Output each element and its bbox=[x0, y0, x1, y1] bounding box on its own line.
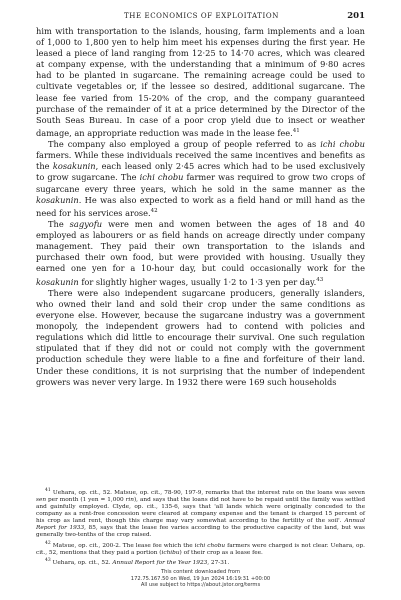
text: , 85, says that the lease fee varies according to the productive capacity of the land, but was generally two-tenths of the crop raised. bbox=[36, 525, 366, 539]
italic-term: ichi chobu bbox=[320, 139, 365, 150]
paragraph-2 bbox=[36, 139, 365, 218]
footnote-41 bbox=[36, 487, 365, 540]
text: Uehara, op. cit., 52. Matsue, op. cit., 78-90, 197-9, remarks that the interest rate on the loans was seven bbox=[50, 489, 365, 496]
text: farmer was required to grow two crops of sugarcane every three years, which he sold in the same manner as the bbox=[36, 172, 365, 194]
jstor-line-2: 172.75.167.50 on Wed, 19 Jun 2024 16:19:31 +00:00 bbox=[130, 575, 271, 582]
footnotes bbox=[36, 487, 365, 567]
italic-title: Annual Report for the Year 1923 bbox=[112, 559, 208, 566]
footnote-ref-42[interactable]: 42 bbox=[150, 207, 158, 214]
italic-term: sagyofu bbox=[69, 219, 103, 230]
italic-term: ichi chobu bbox=[139, 172, 184, 183]
footnote-43 bbox=[36, 557, 365, 567]
italic-term: kosakunin bbox=[36, 194, 79, 205]
jstor-download-notice bbox=[0, 569, 401, 589]
paragraph-3 bbox=[36, 219, 365, 287]
text: . He was also expected to work as a field hand or mill hand as the need for his services arose. bbox=[36, 194, 365, 218]
italic-term: kosakunin bbox=[36, 276, 79, 287]
text: The bbox=[48, 219, 70, 230]
text: of the crop, and the company guaranteed purchase of the remainder of it at a price determined by the Director of the South Seas Bureau. In case of a poor crop yield due to insect or weather damage, an appropriate reduction was made in the lease fee. bbox=[36, 92, 365, 138]
text: farmers were charged is not clear. Uehara, op. cit., 52, mentions that they paid a portion ( bbox=[36, 542, 365, 556]
text: , each leased only 2·45 acres which had to be used exclusively to grow sugarcane. The bbox=[36, 161, 366, 183]
text: , 27-31. bbox=[207, 559, 230, 566]
text: him with transportation to the islands, housing, farm implements and a loan of 1,000 to 1,800 yen to help him meet his expenses during the first year. He leased a piece of land ranging from 12·25 to 14·70 acres, which was cleared at company expense, with the understanding that a minimum of 9·80 acres had to be planted in sugarcane. The remaining acreage could be used to cultivate vegetables or, if the lessee so desired, additional sugarcane. The lease fee varied from 15-20 bbox=[36, 26, 365, 103]
text: ) of their crop as a lease fee. bbox=[179, 549, 263, 556]
italic-title: Annual Report for 1933 bbox=[36, 518, 365, 532]
footnote-ref-43[interactable]: 43 bbox=[316, 276, 324, 283]
footnote-ref-41[interactable]: 41 bbox=[292, 127, 300, 134]
italic-term: kosakunin bbox=[52, 161, 96, 172]
percent-sign: % bbox=[162, 93, 170, 103]
text: There were also independent sugarcane producers, generally islanders, who owned their land and sold their crop under the same conditions as everyone else. However, because the sugarcane industry was a government monopoly, the independent growers had to contend with policies and regulations which did little to encourage their survival. One such regulation stipulated that if they did not or could not comply with the government production schedule they were liable to a fine and forfeiture of their land. Under these conditions, it is not surprising that the number of independent growers was never very large. In 1932 there were 169 such households bbox=[36, 287, 365, 387]
jstor-line-3[interactable]: All use subject to https://about.jstor.org/terms bbox=[140, 582, 261, 588]
italic-term: sen bbox=[36, 497, 47, 503]
footnote-number: 43 bbox=[45, 557, 51, 563]
italic-term: rin bbox=[125, 497, 134, 503]
text: ), and says that the loans did not have to be repaid until the family was settled and gainfully employed. Clyde, op. cit., 135-6, says that 'all lands which were originally conceded to the company as a rent-free concession were cleared at company expense and the tenant is charged 15 percent of his crop as land rent, though this charge may vary somewhat according to the fertility of the soil'. bbox=[36, 497, 365, 525]
running-title: THE ECONOMICS OF EXPLOITATION bbox=[124, 12, 279, 20]
italic-term: ichi chobu bbox=[194, 542, 226, 549]
text: Matsue, op. cit., 200-2. The lease fee which the bbox=[50, 542, 195, 549]
paragraph-4 bbox=[36, 288, 365, 388]
footnote-number: 41 bbox=[45, 488, 51, 493]
running-header bbox=[36, 10, 365, 24]
footnote-42 bbox=[36, 540, 365, 557]
text: The company also employed a group of people referred to as bbox=[48, 139, 321, 150]
text: farmers. While these individuals received the same incentives and benefits as the bbox=[36, 150, 365, 172]
text: per month (1 yen = 1,000 bbox=[46, 497, 126, 503]
text: were men and women between the ages of 18 and 40 employed as labourers or as field hands on acreage directly under company management. They paid their own transportation to the islands and purchased their own food, but were provided with housing. Usually they earned one yen for a 10-hour day, but could occasionally work for the bbox=[36, 219, 366, 274]
footnote-number: 42 bbox=[45, 540, 51, 546]
body-text bbox=[36, 26, 365, 388]
text: Uehara, op. cit., 52. bbox=[50, 559, 113, 566]
italic-term: ichibu bbox=[161, 549, 180, 556]
jstor-line-1: This content downloaded from bbox=[160, 569, 241, 575]
paragraph-1 bbox=[36, 26, 365, 139]
page-number: 201 bbox=[347, 11, 365, 21]
text: for slightly higher wages, usually 1·2 to 1·3 yen per day. bbox=[78, 276, 317, 287]
